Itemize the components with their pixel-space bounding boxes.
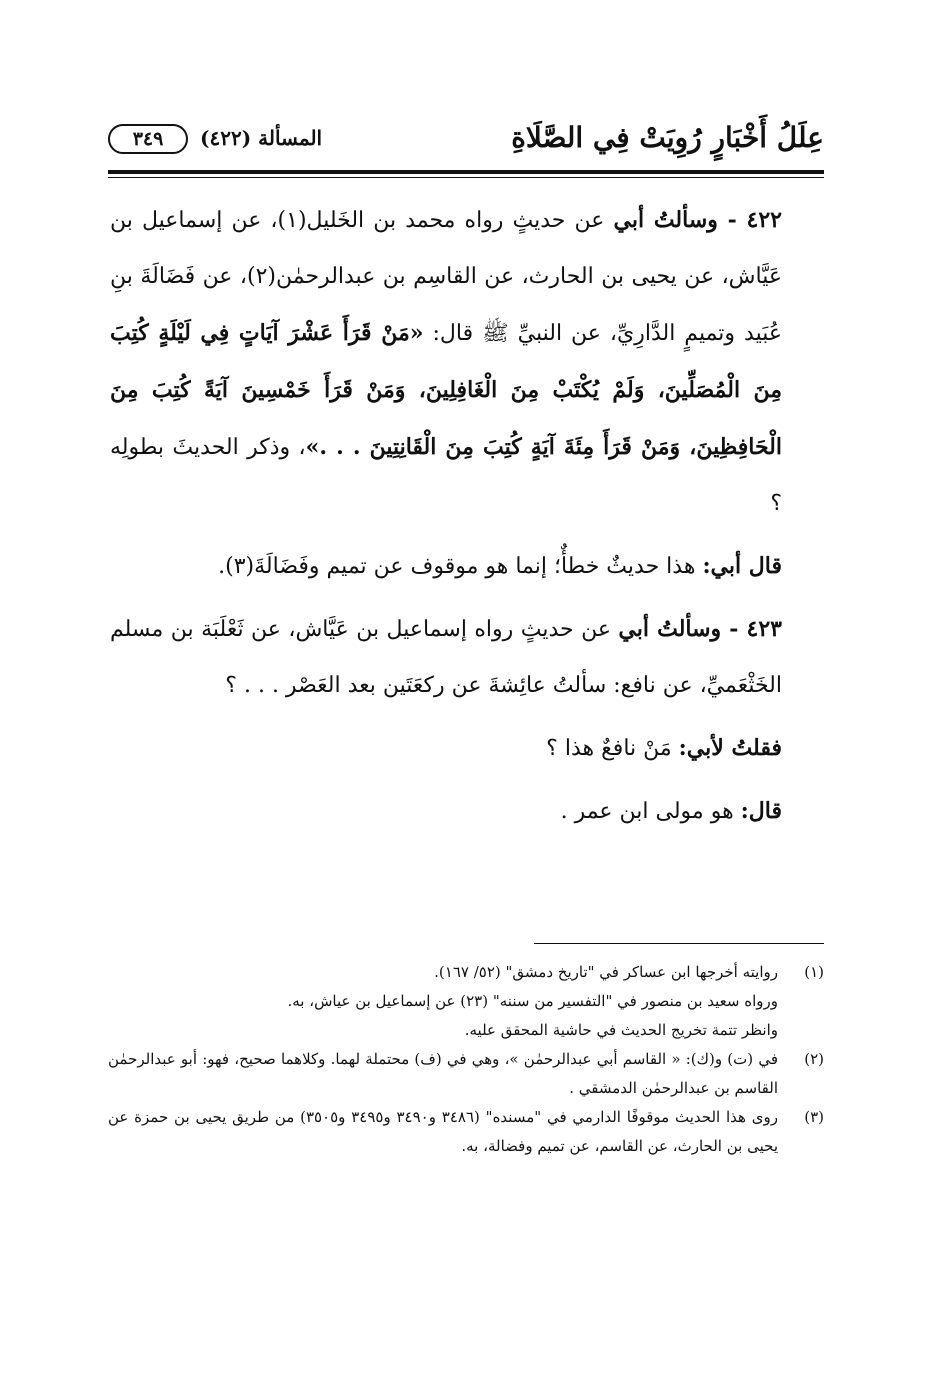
footnote-line: ورواه سعيد بن منصور في "التفسير من سننه" (٢٣) عن إسماعيل بن عياش، به. <box>287 992 778 1010</box>
followup-answer-lead: قال: <box>740 798 782 824</box>
answer-422-text: هذا حديثٌ خطأٌ؛ إنما هو موقوف عن تميم وفَضَالَةَ(٣). <box>218 554 703 579</box>
followup-question <box>110 720 822 777</box>
followup-answer-text: هو مولى ابن عمر . <box>560 799 741 824</box>
main-text <box>110 192 822 840</box>
header-rule-thin <box>108 177 824 178</box>
followup-answer <box>110 783 822 840</box>
question-422 <box>110 192 822 532</box>
hadith-quote: «مَنْ قَرَأَ عَشْرَ آيَاتٍ فِي لَيْلَةٍ كُتِبَ مِنَ الْمُصَلِّينَ، وَلَمْ يُكْتَبْ مِنَ الْغَافِلِينَ، وَمَنْ قَرَأَ خَمْسِينَ آيَةً كُتِبَ مِنَ الْحَافِظِينَ، وَمَنْ قَرَأَ مِئَةَ آيَةٍ كُتِبَ مِنَ الْقَانِتِينَ . . .» <box>110 320 782 460</box>
footnote-line: في (ت) و(ك): « القاسم أبي عبدالرحمٰن »، وهي في (ف) محتملة لهما. وكلاهما صحيح، فهو: أبو عبدالرحمٰن القاسم بن عبدالرحمٰن الدمشقي . <box>108 1050 778 1097</box>
answer-422-lead: قال أبي: <box>702 553 782 579</box>
followup-question-lead: فقلتُ لأبي: <box>678 735 782 761</box>
footnote-1 <box>108 958 824 1045</box>
running-title: عِلَلُ أَخْبَارٍ رُوِيَتْ فِي الصَّلَاةِ <box>511 121 824 154</box>
footnote-line: روايته أخرجها ابن عساكر في "تاريخ دمشق" (٥٢/ ١٦٧). <box>434 963 778 981</box>
footnote-text <box>108 1045 778 1103</box>
question-423-lead: ٤٢٣ - وسألتُ أبي <box>618 616 782 642</box>
footnote-text <box>108 1103 778 1161</box>
footnote-number: (٢) <box>804 1050 824 1068</box>
footnote-2 <box>108 1045 824 1103</box>
header-rule-thick <box>108 170 824 174</box>
question-423-text: عن حديثٍ رواه إسماعيل بن عَيَّاش، عن ثَعْلَبَة بن مسلم الخَثْعَميِّ، عن نافع: سألتُ عائِشةَ عن ركعَتَين بعد العَصْر . . . ؟ <box>110 617 782 698</box>
footnote-3 <box>108 1103 824 1161</box>
question-423 <box>110 601 822 714</box>
page-number: ٣٤٩ <box>108 124 188 154</box>
footnote-number: (١) <box>804 963 824 981</box>
footnote-number: (٣) <box>804 1108 824 1126</box>
footnote-text <box>108 958 778 1045</box>
question-422-chain: عن حديثٍ رواه محمد بن الخَليل(١)، عن إسماعيل بن عَيَّاش، عن يحيى بن الحارث، عن القاسِم بن عبدالرحمٰن(٢)، عن فَضَالَةَ بنِ عُبَيد وتميمٍ الدَّارِيِّ، عن النبيِّ ﷺ قال: <box>110 208 783 346</box>
answer-422 <box>110 538 822 595</box>
footnote-line: روى هذا الحديث موقوفًا الدارمي في "مسنده" (٣٤٨٦ و٣٤٩٠ و٣٤٩٥ و٣٥٠٥) من طريق يحيى بن حمزة عن يحيى بن الحارث، عن القاسم، عن تميم وفضالة، به. <box>108 1108 778 1155</box>
issue-label: المسألة (٤٢٢) <box>200 126 323 150</box>
page-header <box>108 118 824 164</box>
followup-question-text: مَنْ نافعٌ هذا ؟ <box>546 736 679 761</box>
footnote-separator <box>534 943 824 944</box>
question-422-lead: ٤٢٢ - وسألتُ أبي <box>613 207 782 233</box>
question-422-tail: ، وذكر الحديثَ بطولِه ؟ <box>110 435 782 516</box>
footnotes <box>108 958 824 1161</box>
footnote-line: وانظر تتمة تخريج الحديث في حاشية المحقق عليه. <box>464 1021 778 1039</box>
